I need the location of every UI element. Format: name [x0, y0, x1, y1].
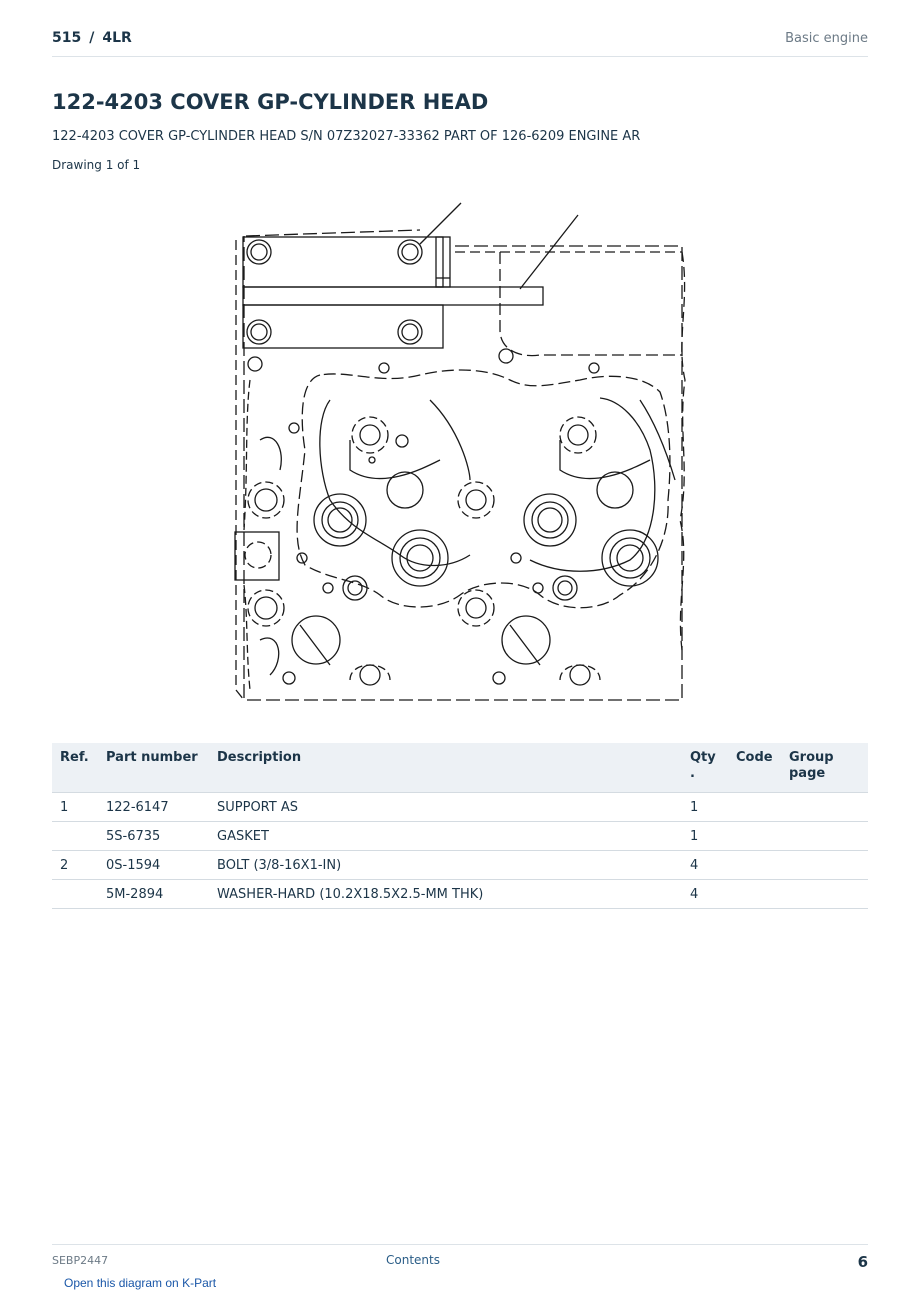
left-boss: [235, 532, 279, 580]
page-header: [52, 28, 868, 57]
support-plate-lower: [243, 305, 443, 348]
page-number: 6: [857, 1253, 868, 1271]
cell-ref: 1: [52, 793, 98, 822]
section-label: Basic engine: [785, 31, 868, 46]
cell-part-number: 0S-1594: [98, 851, 209, 880]
cell-description: GASKET: [209, 822, 682, 851]
table-row: [52, 880, 868, 909]
cell-group-page: [781, 851, 868, 880]
breadcrumb-separator: /: [89, 30, 95, 46]
cell-description: WASHER-HARD (10.2X18.5X2.5-MM THK): [209, 880, 682, 909]
small-holes: [248, 349, 599, 684]
cell-description: SUPPORT AS: [209, 793, 682, 822]
valve-seats: [248, 417, 658, 685]
cell-qty: 4: [682, 880, 728, 909]
head-outline-inner: [236, 240, 682, 700]
page-footer: [52, 1244, 868, 1275]
cell-qty: 1: [682, 793, 728, 822]
cell-code: [728, 880, 781, 909]
document-id: SEBP2447: [52, 1254, 109, 1267]
parts-table: [52, 743, 868, 909]
breadcrumb: [52, 30, 132, 46]
contents-link[interactable]: Contents: [386, 1253, 440, 1267]
kpart-link[interactable]: Open this diagram on K-Part: [64, 1276, 217, 1290]
cell-code: [728, 851, 781, 880]
head-outline: [244, 230, 682, 700]
table-row: [52, 851, 868, 880]
model-label: 515: [52, 30, 82, 46]
cell-ref: 2: [52, 851, 98, 880]
support-bar: [243, 287, 543, 305]
cell-part-number: 122-6147: [98, 793, 209, 822]
cell-group-page: [781, 822, 868, 851]
table-row: [52, 793, 868, 822]
column-header-group-page: Group page: [781, 743, 868, 793]
drawing-count: Drawing 1 of 1: [52, 158, 141, 172]
column-header-description: Description: [209, 743, 682, 793]
cell-qty: 1: [682, 822, 728, 851]
column-header-ref: Ref.: [52, 743, 98, 793]
table-header-row: [52, 743, 868, 793]
leader-line-bolt: [420, 203, 461, 244]
cell-part-number: 5M-2894: [98, 880, 209, 909]
page-subtitle: 122-4203 COVER GP-CYLINDER HEAD S/N 07Z32027-33362 PART OF 126-6209 ENGINE AR: [52, 129, 641, 144]
cell-code: [728, 822, 781, 851]
bolt-group: [247, 240, 422, 344]
gasket-contour: [297, 370, 670, 608]
cell-group-page: [781, 793, 868, 822]
cell-part-number: 5S-6735: [98, 822, 209, 851]
parts-diagram: [200, 195, 720, 715]
page-title: 122-4203 COVER GP-CYLINDER HEAD: [52, 90, 489, 114]
cell-code: [728, 793, 781, 822]
column-header-code: Code: [728, 743, 781, 793]
cell-group-page: [781, 880, 868, 909]
column-header-qty: Qty .: [682, 743, 728, 793]
cell-ref: [52, 822, 98, 851]
serial-prefix-label: 4LR: [102, 30, 132, 46]
cell-ref: [52, 880, 98, 909]
cell-qty: 4: [682, 851, 728, 880]
table-row: [52, 822, 868, 851]
cell-description: BOLT (3/8-16X1-IN): [209, 851, 682, 880]
column-header-part-number: Part number: [98, 743, 209, 793]
